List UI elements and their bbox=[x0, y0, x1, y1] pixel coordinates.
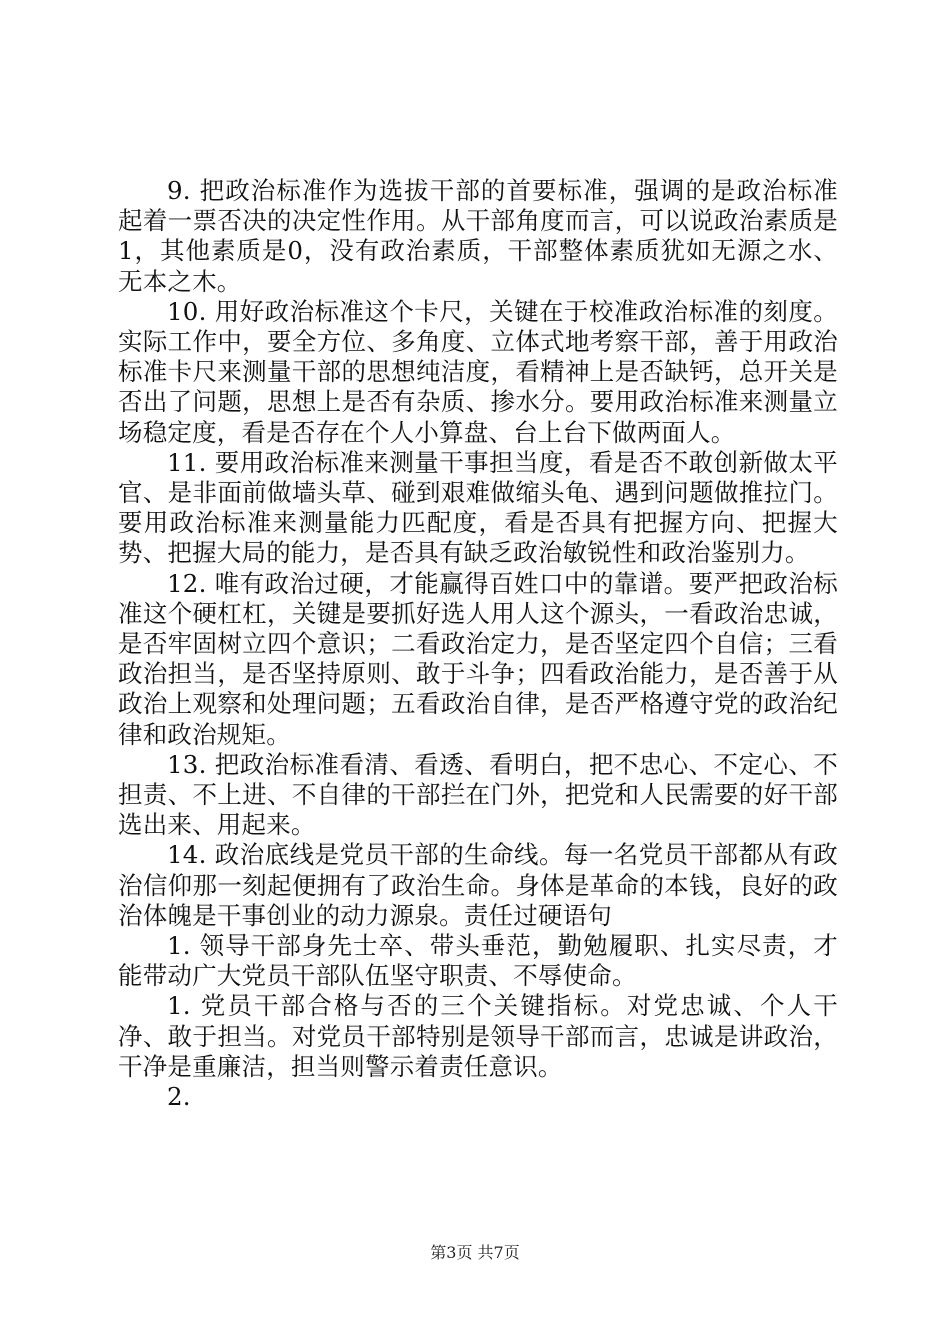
paragraph-14: 14. 政治底线是党员干部的生命线。每一名党员干部都从有政治信仰那一刻起便拥有了政治生命。身体是革命的本钱，良好的政治体魄是干事创业的动力源泉。责任过硬语句 bbox=[118, 840, 838, 930]
paragraph-1a: 1. 领导干部身先士卒、带头垂范，勤勉履职、扎实尽责，才能带动广大党员干部队伍坚守职责、不辱使命。 bbox=[118, 931, 838, 991]
paragraph-13: 13. 把政治标准看清、看透、看明白，把不忠心、不定心、不担责、不上进、不自律的干部拦在门外，把党和人民需要的好干部选出来、用起来。 bbox=[118, 749, 838, 840]
paragraph-12: 12. 唯有政治过硬，才能赢得百姓口中的靠谱。要严把政治标准这个硬杠杠，关键是要抓好选人用人这个源头，一看政治忠诚，是否牢固树立四个意识；二看政治定力，是否坚定四个自信；三看政治担当，是否坚持原则、敢于斗争；四看政治能力，是否善于从政治上观察和处理问题；五看政治自律，是否严格遵守党的政治纪律和政治规矩。 bbox=[118, 568, 838, 749]
paragraph-10: 10. 用好政治标准这个卡尺，关键在于校准政治标准的刻度。实际工作中，要全方位、多角度、立体式地考察干部，善于用政治标准卡尺来测量干部的思想纯洁度，看精神上是否缺钙，总开关是否出了问题，思想上是否有杂质、掺水分。要用政治标准来测量立场稳定度，看是否存在个人小算盘、台上台下做两面人。 bbox=[118, 296, 838, 447]
paragraph-2: 2. bbox=[167, 1082, 191, 1112]
document-body bbox=[118, 176, 838, 1112]
paragraph-11: 11. 要用政治标准来测量干事担当度，看是否不敢创新做太平官、是非面前做墙头草、碰到艰难做缩头龟、遇到问题做推拉门。要用政治标准来测量能力匹配度，看是否具有把握方向、把握大势、把握大局的能力，是否具有缺乏政治敏锐性和政治鉴别力。 bbox=[118, 447, 838, 568]
page-number-footer: 第3页 共7页 bbox=[430, 1243, 520, 1262]
paragraph-1b: 1. 党员干部合格与否的三个关键指标。对党忠诚、个人干净、敢于担当。对党员干部特别是领导干部而言，忠诚是讲政治，干净是重廉洁，担当则警示着责任意识。 bbox=[118, 991, 838, 1081]
paragraph-9: 9. 把政治标准作为选拔干部的首要标准，强调的是政治标准起着一票否决的决定性作用。从干部角度而言，可以说政治素质是1，其他素质是0，没有政治素质，干部整体素质犹如无源之水、无本之木。 bbox=[118, 176, 838, 296]
